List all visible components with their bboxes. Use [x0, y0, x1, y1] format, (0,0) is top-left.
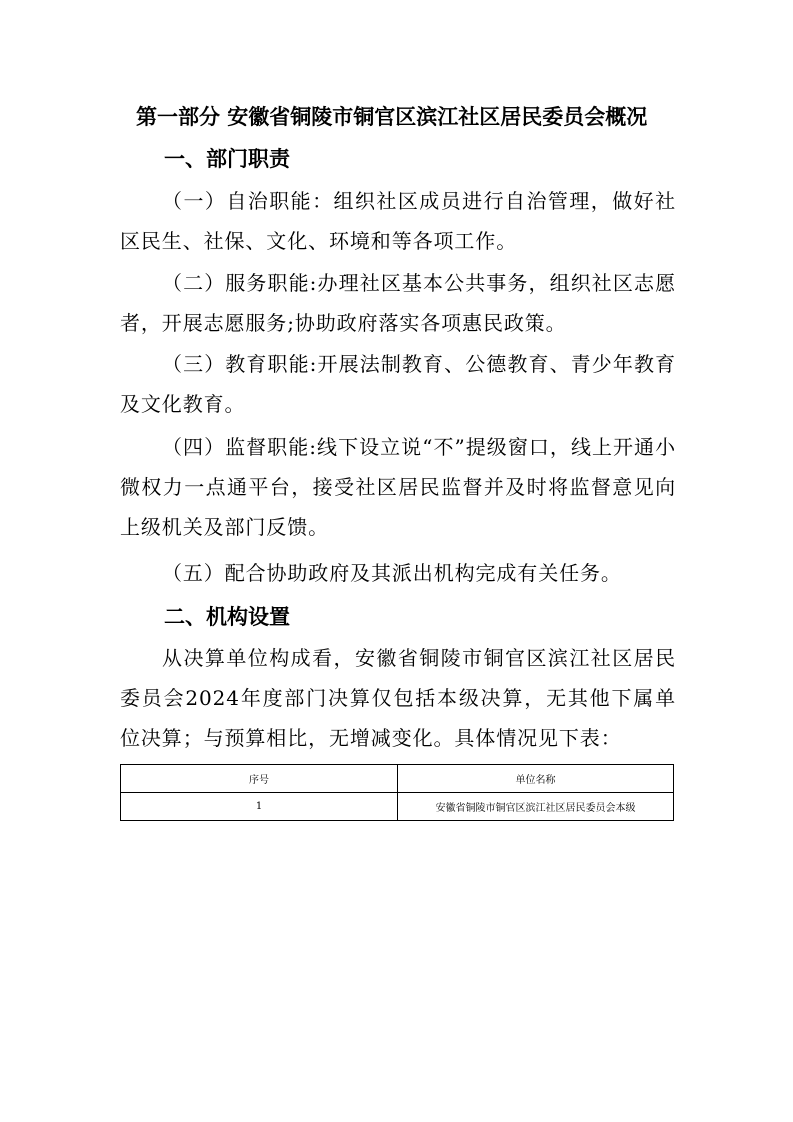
paragraph-organization-structure: 从决算单位构成看，安徽省铜陵市铜官区滨江社区居民委员会2024年度部门决算仅包括本级决算，无其他下属单位决算；与预算相比，无增减变化。具体情况见下表： [120, 646, 676, 750]
column-header-unit-name: 单位名称 [398, 765, 674, 793]
paragraph-service-function: （二）服务职能:办理社区基本公共事务，组织社区志愿者，开展志愿服务;协助政府落实各项惠民政策。 [120, 271, 676, 335]
paragraph-autonomy-function: （一）自治职能：组织社区成员进行自治管理，做好社区民生、社保、文化、环境和等各项工作。 [120, 189, 676, 253]
section-heading-responsibilities: 一、部门职责 [164, 147, 290, 171]
cell-seq: 1 [121, 793, 398, 821]
column-header-seq: 序号 [121, 765, 398, 793]
paragraph-assist-government: （五）配合协助政府及其派出机构完成有关任务。 [162, 561, 622, 585]
unit-table [120, 764, 674, 821]
paragraph-education-function: （三）教育职能:开展法制教育、公德教育、青少年教育及文化教育。 [120, 352, 676, 416]
part-title: 第一部分 安徽省铜陵市铜官区滨江社区居民委员会概况 [136, 105, 648, 129]
table-row [121, 793, 674, 821]
section-heading-organization: 二、机构设置 [164, 605, 290, 629]
paragraph-supervision-function: （四）监督职能:线下设立说“不”提级窗口，线上开通小微权力一点通平台，接受社区居民监督并及时将监督意见向上级机关及部门反馈。 [120, 435, 676, 539]
table-header-row [121, 765, 674, 793]
cell-unit-name: 安徽省铜陵市铜官区滨江社区居民委员会本级 [398, 793, 674, 821]
